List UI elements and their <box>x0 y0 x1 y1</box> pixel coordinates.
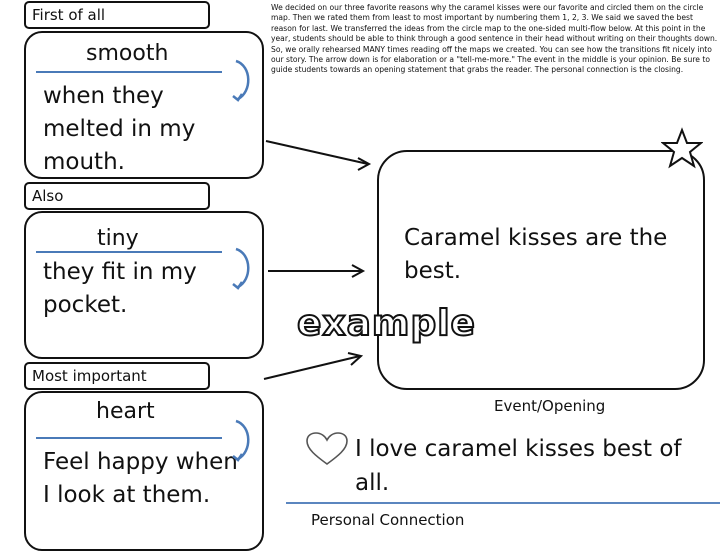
event-text: Caramel kisses are the best. <box>404 225 668 284</box>
reason-detail: when they melted in my mouth. <box>43 83 196 175</box>
arrow-icon <box>268 265 363 277</box>
arrow-icon <box>264 353 361 379</box>
event-label: Event/Opening <box>494 397 606 415</box>
transition-text: Most important <box>32 366 147 385</box>
reason-keyword: smooth <box>86 41 169 66</box>
personal-connection-underline <box>286 502 720 504</box>
example-watermark: example <box>297 303 476 344</box>
personal-connection-text: I love caramel kisses best of all. <box>355 436 682 496</box>
heart-icon <box>304 431 350 467</box>
transition-text: First of all <box>32 5 106 24</box>
transition-text: Also <box>32 186 64 205</box>
star-icon <box>661 127 703 169</box>
instructions-text: We decided on our three favorite reasons why the caramel kisses were our favorite and circled them on the circle map. Then we rated them from least to most important by numbering them 1, 2, 3. We said we saved the best reason for last. We transferred the ideas from the circle map to the one-sided multi-flow below. At this point in the year, students should be able to think through a good sentence in their head without writing on their thoughts down. So, we orally rehearsed MANY times reading off the maps we created. You can see how the transitions fit nicely into our story. The arrow down is for elaboration or a "tell-me-more." The event in the middle is your opinion. Be sure to guide students towards an opening statement that grabs the reader. The personal connection is the closing. <box>271 3 718 75</box>
reason-keyword: tiny <box>97 226 139 251</box>
personal-connection-label: Personal Connection <box>311 511 465 529</box>
arrow-icon <box>266 141 369 170</box>
reason-detail: Feel happy when I look at them. <box>43 449 238 508</box>
reason-detail: they fit in my pocket. <box>43 259 197 318</box>
reason-keyword: heart <box>96 399 155 424</box>
